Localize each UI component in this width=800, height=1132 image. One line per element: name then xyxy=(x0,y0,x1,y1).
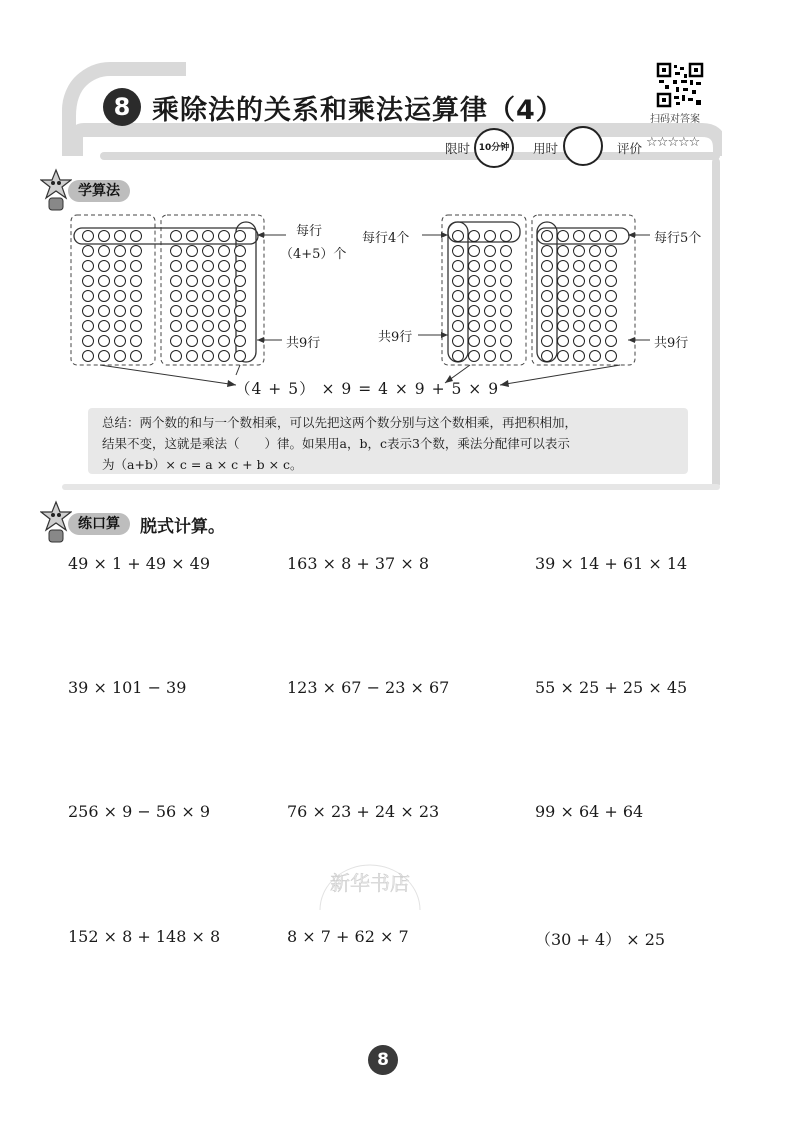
dot xyxy=(485,351,496,362)
dot xyxy=(542,336,553,347)
dot xyxy=(485,291,496,302)
panel-bottom-edge xyxy=(62,484,720,490)
dot xyxy=(558,261,569,272)
dot xyxy=(590,321,601,332)
dot xyxy=(203,291,214,302)
star-icon[interactable]: ☆ xyxy=(677,135,689,150)
dot xyxy=(558,336,569,347)
dot xyxy=(171,336,182,347)
problem: 99 × 64 + 64 xyxy=(535,802,644,821)
dot xyxy=(131,306,142,317)
problem: 49 × 1 + 49 × 49 xyxy=(68,554,210,573)
dot xyxy=(542,351,553,362)
dot xyxy=(606,291,617,302)
dot xyxy=(235,276,246,287)
time-limit-label: 限时 xyxy=(445,141,471,156)
dot xyxy=(590,261,601,272)
dot xyxy=(574,351,585,362)
dot xyxy=(235,351,246,362)
dot xyxy=(469,351,480,362)
dot xyxy=(235,336,246,347)
dot xyxy=(131,276,142,287)
dot xyxy=(558,291,569,302)
star-icon[interactable]: ☆ xyxy=(646,135,657,150)
dot xyxy=(83,306,94,317)
dot xyxy=(485,231,496,242)
dot xyxy=(453,231,464,242)
dot xyxy=(453,246,464,257)
star-icon[interactable]: ☆ xyxy=(667,135,678,150)
dot xyxy=(501,261,512,272)
star-icon[interactable]: ☆ xyxy=(688,135,700,150)
dot xyxy=(235,231,246,242)
qr-label: 扫码对答案 xyxy=(650,114,700,125)
dot xyxy=(606,351,617,362)
dot xyxy=(131,246,142,257)
dot xyxy=(187,231,198,242)
left-rows-label: 共9行 xyxy=(286,336,321,351)
time-limit-value: 10分钟 xyxy=(478,143,510,153)
dot xyxy=(203,246,214,257)
dot xyxy=(99,351,110,362)
dot xyxy=(219,291,230,302)
dot xyxy=(501,336,512,347)
dot xyxy=(187,261,198,272)
dot xyxy=(542,261,553,272)
dot xyxy=(574,291,585,302)
dot xyxy=(574,246,585,257)
right-left-row-label: 每行4个 xyxy=(362,231,410,246)
dot xyxy=(203,306,214,317)
dot xyxy=(574,306,585,317)
dot xyxy=(501,276,512,287)
dot xyxy=(115,306,126,317)
dot xyxy=(115,231,126,242)
dot xyxy=(590,336,601,347)
dot xyxy=(99,321,110,332)
dot xyxy=(83,246,94,257)
dot xyxy=(83,261,94,272)
rating-stars[interactable] xyxy=(646,135,699,150)
dot xyxy=(115,246,126,257)
dot xyxy=(453,321,464,332)
dot xyxy=(235,321,246,332)
dot xyxy=(453,291,464,302)
dot xyxy=(115,276,126,287)
problem: 39 × 101 − 39 xyxy=(68,678,187,697)
dot xyxy=(542,321,553,332)
dot xyxy=(574,321,585,332)
dot xyxy=(83,276,94,287)
dot xyxy=(574,261,585,272)
dot xyxy=(235,261,246,272)
dot xyxy=(501,231,512,242)
dot xyxy=(235,306,246,317)
left-row-label-1: 每行 xyxy=(296,224,323,239)
dot xyxy=(171,276,182,287)
dot xyxy=(590,351,601,362)
right-right-row-label: 每行5个 xyxy=(654,231,702,246)
dot xyxy=(558,246,569,257)
dot xyxy=(203,336,214,347)
problem: 256 × 9 − 56 × 9 xyxy=(68,802,210,821)
time-limit-clock xyxy=(474,128,514,168)
dot xyxy=(171,246,182,257)
lesson-number-badge: 8 xyxy=(103,88,141,126)
dot xyxy=(171,351,182,362)
dot xyxy=(83,231,94,242)
problem: 163 × 8 + 37 × 8 xyxy=(287,554,429,573)
dot xyxy=(131,336,142,347)
dot xyxy=(219,351,230,362)
dot xyxy=(131,261,142,272)
dot xyxy=(171,231,182,242)
dot xyxy=(606,321,617,332)
learn-badge-text: 学算法 xyxy=(78,183,120,199)
dot xyxy=(590,231,601,242)
dot xyxy=(542,246,553,257)
dot xyxy=(131,321,142,332)
practice-badge xyxy=(68,513,130,535)
watermark-text: 新华书店 xyxy=(330,871,410,895)
dot xyxy=(501,291,512,302)
dot xyxy=(485,261,496,272)
star-icon[interactable]: ☆ xyxy=(656,135,668,150)
dot xyxy=(99,336,110,347)
dot xyxy=(469,321,480,332)
dot xyxy=(115,321,126,332)
dot xyxy=(501,351,512,362)
watermark-stamp xyxy=(300,850,440,960)
page-number: 8 xyxy=(368,1045,398,1075)
problem: （30 + 4） × 25 xyxy=(535,930,666,949)
dot xyxy=(115,261,126,272)
dot xyxy=(453,306,464,317)
dot xyxy=(558,306,569,317)
dot xyxy=(485,321,496,332)
dot xyxy=(187,336,198,347)
dot xyxy=(558,276,569,287)
learn-badge xyxy=(68,180,130,202)
dot xyxy=(501,246,512,257)
dot xyxy=(235,291,246,302)
dot xyxy=(99,246,110,257)
dot xyxy=(171,261,182,272)
dot xyxy=(485,246,496,257)
dot xyxy=(606,246,617,257)
dot xyxy=(469,306,480,317)
summary-line: 为（a+b）× c = a × c + b × c。 xyxy=(102,457,303,472)
dot xyxy=(485,306,496,317)
dot xyxy=(219,231,230,242)
dot xyxy=(485,336,496,347)
dot xyxy=(83,336,94,347)
dot xyxy=(558,231,569,242)
dot xyxy=(558,321,569,332)
dot xyxy=(187,351,198,362)
dot xyxy=(99,261,110,272)
dot xyxy=(606,261,617,272)
dot xyxy=(131,351,142,362)
dot xyxy=(590,306,601,317)
dot xyxy=(83,351,94,362)
dot xyxy=(542,306,553,317)
right-right-rows-label: 共9行 xyxy=(654,336,689,351)
distributive-equation: （4 + 5） × 9 = 4 × 9 + 5 × 9 xyxy=(235,380,500,398)
dot xyxy=(558,351,569,362)
dot xyxy=(469,246,480,257)
dot xyxy=(469,291,480,302)
qr-code-icon[interactable] xyxy=(656,62,704,108)
dot xyxy=(606,276,617,287)
dot xyxy=(171,306,182,317)
rating-label: 评价 xyxy=(617,141,643,156)
dot xyxy=(203,276,214,287)
problem: 76 × 23 + 24 × 23 xyxy=(287,802,440,821)
problem: 152 × 8 + 148 × 8 xyxy=(68,927,221,946)
dot xyxy=(187,306,198,317)
dot xyxy=(219,246,230,257)
dot xyxy=(501,321,512,332)
dot xyxy=(203,261,214,272)
dot xyxy=(203,321,214,332)
dot xyxy=(187,321,198,332)
dot xyxy=(99,276,110,287)
dot xyxy=(171,291,182,302)
dot xyxy=(99,291,110,302)
dot xyxy=(542,291,553,302)
dot xyxy=(590,291,601,302)
summary-line: 总结：两个数的和与一个数相乘，可以先把这两个数分别与这个数相乘，再把积相加， xyxy=(102,415,578,430)
dot xyxy=(469,231,480,242)
practice-badge-text: 练口算 xyxy=(78,516,120,532)
problem: 123 × 67 − 23 × 67 xyxy=(287,678,450,697)
dot xyxy=(469,261,480,272)
dot xyxy=(590,276,601,287)
dot xyxy=(83,321,94,332)
page-title: 乘除法的关系和乘法运算律（4） xyxy=(152,95,564,126)
dot xyxy=(187,246,198,257)
dot xyxy=(485,276,496,287)
dot xyxy=(203,351,214,362)
dot xyxy=(115,336,126,347)
dot xyxy=(590,246,601,257)
dot xyxy=(453,351,464,362)
time-used-clock[interactable] xyxy=(563,126,603,166)
dot xyxy=(469,336,480,347)
dot xyxy=(99,306,110,317)
dot xyxy=(469,276,480,287)
dot xyxy=(574,336,585,347)
problem: 39 × 14 + 61 × 14 xyxy=(535,554,688,573)
problem: 8 × 7 + 62 × 7 xyxy=(287,927,409,946)
dot xyxy=(219,321,230,332)
dot xyxy=(606,306,617,317)
dot xyxy=(203,231,214,242)
dot xyxy=(606,231,617,242)
dot xyxy=(542,231,553,242)
dot xyxy=(235,246,246,257)
dot xyxy=(453,261,464,272)
dot xyxy=(83,291,94,302)
dot xyxy=(115,291,126,302)
dot xyxy=(542,276,553,287)
dot xyxy=(453,336,464,347)
dot xyxy=(219,306,230,317)
dot xyxy=(574,231,585,242)
time-used-label: 用时 xyxy=(533,141,559,156)
problem: 55 × 25 + 25 × 45 xyxy=(535,678,688,697)
dot xyxy=(501,306,512,317)
dot xyxy=(574,276,585,287)
dot xyxy=(131,231,142,242)
dot xyxy=(131,291,142,302)
left-row-label-2: （4+5）个 xyxy=(280,247,347,262)
dot xyxy=(115,351,126,362)
dot xyxy=(187,291,198,302)
dot xyxy=(187,276,198,287)
dot xyxy=(606,336,617,347)
dot xyxy=(99,231,110,242)
practice-instruction: 脱式计算。 xyxy=(140,517,225,537)
dot xyxy=(219,336,230,347)
right-left-rows-label: 共9行 xyxy=(378,330,413,345)
summary-line: 结果不变，这就是乘法（ ）律。如果用a，b，c表示3个数，乘法分配律可以表示 xyxy=(102,436,570,451)
dot xyxy=(453,276,464,287)
dot xyxy=(219,276,230,287)
dot xyxy=(219,261,230,272)
dot xyxy=(171,321,182,332)
